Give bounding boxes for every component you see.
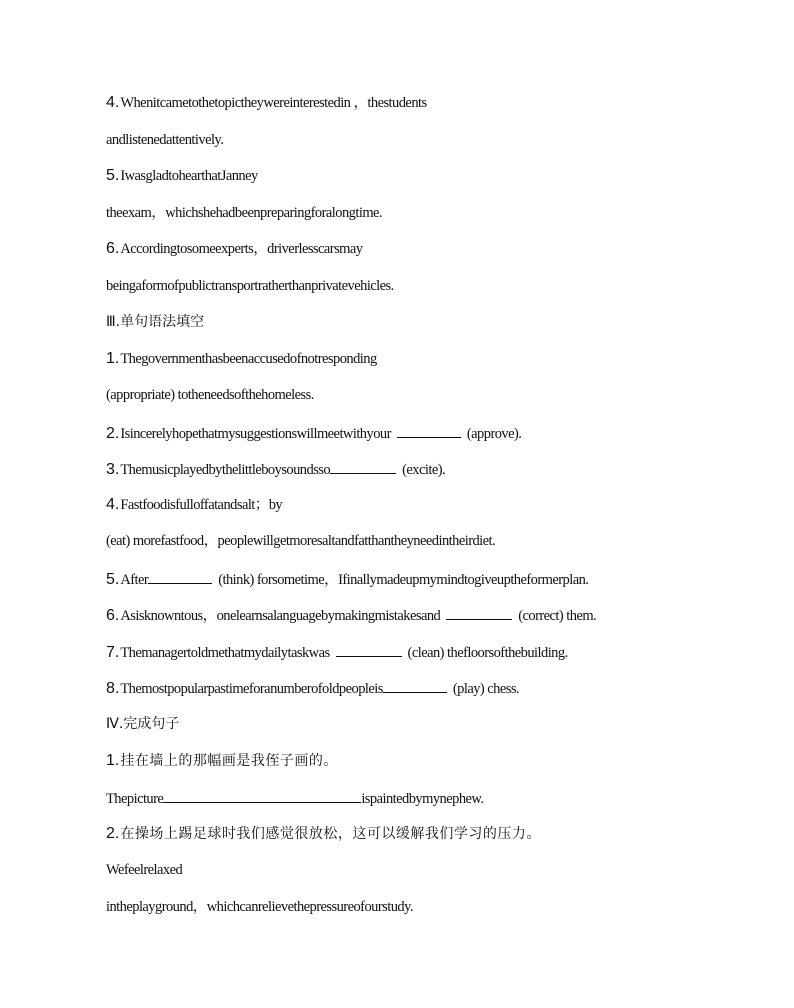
completion-item-2-answer — [106, 861, 182, 879]
exercise-5-line — [106, 167, 258, 185]
completion-item-2 — [106, 825, 541, 843]
sentence-text: Whenitcametothetopictheywereinterestedin ，thestudents — [120, 95, 427, 111]
sentence-text: intheplayground，whichcanrelievethepressureofourstudy. — [106, 899, 413, 915]
grammar-item-5 — [106, 569, 588, 589]
item-number: 2. — [106, 825, 120, 842]
sentence-text: Fastfoodisfulloffatandsalt；by — [120, 497, 283, 513]
section-title: Ⅳ.完成句子 — [106, 716, 180, 732]
exercise-6-line — [106, 240, 362, 258]
grammar-item-1 — [106, 350, 377, 368]
answer-blank[interactable] — [148, 569, 212, 584]
sentence-text: beingaformofpublictransportratherthanprivatevehicles. — [106, 278, 394, 294]
item-number: 6. — [106, 240, 120, 257]
item-number: 4. — [106, 496, 120, 513]
grammar-item-8 — [106, 678, 519, 698]
completion-item-1 — [106, 752, 338, 770]
answer-blank[interactable] — [397, 423, 461, 438]
grammar-item-7 — [106, 642, 568, 662]
sentence-text: theexam，whichshehadbeenpreparingforalongtime. — [106, 205, 383, 221]
item-number: 7. — [106, 644, 120, 661]
item-number: 5. — [106, 167, 120, 184]
grammar-item-4-continuation — [106, 532, 495, 550]
grammar-item-2 — [106, 423, 521, 443]
sentence-text: (appropriate) totheneedsofthehomeless. — [106, 387, 314, 403]
sentence-text: Wefeelrelaxed — [106, 862, 183, 878]
section-heading-iv — [106, 715, 179, 733]
chinese-prompt: 在操场上踢足球时我们感觉很放松，这可以缓解我们学习的压力。 — [120, 826, 541, 842]
sentence-text: andlistenedattentively. — [106, 132, 224, 148]
item-number: 2. — [106, 425, 120, 442]
sentence-text: After — [120, 572, 149, 588]
sentence-text: (clean) thefloorsofthebuilding. — [407, 645, 568, 661]
sentence-text: Themusicplayedbythelittleboysoundsso — [120, 462, 331, 478]
item-number: 8. — [106, 680, 120, 697]
grammar-item-6 — [106, 605, 596, 625]
item-number: 5. — [106, 571, 120, 588]
answer-blank[interactable] — [336, 642, 402, 657]
exercise-6-continuation — [106, 277, 394, 295]
chinese-prompt: 挂在墙上的那幅画是我侄子画的。 — [120, 753, 338, 769]
sentence-text: (eat) morefastfood，peoplewillgetmoresaltandfatthantheyneedintheirdiet. — [106, 533, 496, 549]
sentence-text: (approve). — [466, 426, 522, 442]
grammar-item-3 — [106, 459, 445, 479]
answer-blank[interactable] — [383, 678, 447, 693]
item-number: 4. — [106, 94, 120, 111]
section-title: Ⅲ.单句语法填空 — [106, 314, 205, 330]
grammar-item-4 — [106, 496, 282, 514]
completion-item-2-continuation — [106, 898, 413, 916]
sentence-text: (think) forsometime，Ifinallymadeupmymindtogiveuptheformerplan. — [218, 572, 589, 588]
sentence-text: Thepicture — [106, 791, 164, 807]
exercise-4-continuation — [106, 131, 223, 149]
grammar-item-1-continuation — [106, 386, 314, 404]
sentence-text: (play) chess. — [452, 681, 519, 697]
sentence-text: Accordingtosomeexperts，driverlesscarsmay — [120, 241, 363, 257]
completion-item-1-answer — [106, 788, 483, 808]
item-number: 6. — [106, 607, 120, 624]
item-number: 3. — [106, 461, 120, 478]
section-heading-iii — [106, 313, 204, 331]
sentence-text: (correct) them. — [518, 608, 597, 624]
sentence-text: Themostpopularpastimeforanumberofoldpeopleis — [120, 681, 383, 697]
sentence-text: Isincerelyhopethatmysuggestionswillmeetwithyour — [120, 426, 391, 442]
sentence-text: Asisknowntous，onelearnsalanguagebymakingmistakesand — [120, 608, 441, 624]
exercise-4-line — [106, 94, 427, 112]
answer-blank[interactable] — [330, 459, 396, 474]
answer-blank[interactable] — [446, 605, 512, 620]
sentence-text: Themanagertoldmethatmydailytaskwas — [120, 645, 330, 661]
answer-blank[interactable] — [163, 788, 361, 803]
exercise-5-continuation — [106, 204, 382, 222]
sentence-text: Thegovernmenthasbeenaccusedofnotresponding — [120, 351, 377, 367]
sentence-text: IwasgladtohearthatJanney — [120, 168, 258, 184]
item-number: 1. — [106, 752, 120, 769]
sentence-text: ispaintedbymynephew. — [361, 791, 484, 807]
item-number: 1. — [106, 350, 120, 367]
sentence-text: (excite). — [402, 462, 446, 478]
